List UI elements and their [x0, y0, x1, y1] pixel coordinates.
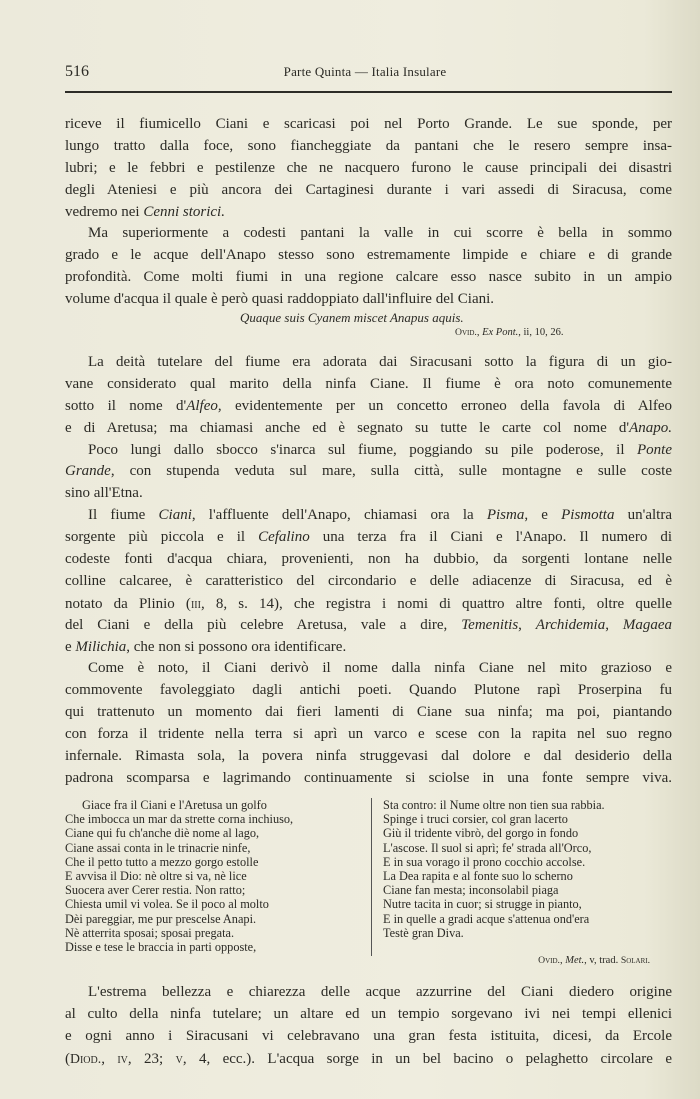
text-run: codeste fonti d'acqua chiara, provenienti, non ha dubbio, da sorgenti lontane nelle — [65, 551, 672, 568]
text-run: e di Aretusa; ma chiamasi anche ed è segnato su tutte le carte col nome d' — [65, 419, 630, 436]
italic-run: Pisma — [486, 507, 525, 524]
cite-work: Ex Pont. — [482, 327, 519, 338]
text-run: profondità. Come molti fiumi in una regione calcare esso nasce subito in un ampio — [65, 269, 672, 286]
text-run: lungo tratto dalla foce, sono fiancheggiate da pantani che le resero sempre insa- — [65, 137, 672, 154]
text-run: Come è noto, il Ciani derivò il nome dalla ninfa Ciane nel mito grazioso e — [88, 660, 672, 677]
italic-run: Archidemia — [535, 616, 606, 633]
text-run: sotto il nome d' — [65, 397, 187, 414]
text-line — [65, 658, 672, 680]
text-run: riceve il fiumicello Ciani e scaricasi poi nel Porto Grande. Le sue sponde, per — [65, 116, 672, 132]
text-run: Ma superiormente a codesti pantani la valle in cui scorre è bella in sommo — [88, 225, 672, 242]
verse-line: E in sua vorago il prono cocchio accolse. — [383, 854, 586, 869]
verse-line: E in quelle a gradi acque s'attenua ond'era — [383, 911, 590, 926]
verse-line: Disse e tese le braccia in parti opposte, — [65, 940, 257, 955]
text-run: , — [518, 616, 536, 633]
text-line — [65, 396, 672, 418]
text-line — [65, 505, 672, 527]
text-run: , 4, ecc.). L'acqua sorge in un bel bacino o pelaghetto circolare e — [182, 1050, 672, 1067]
text-line — [65, 571, 672, 593]
italic-run: Temenitis — [461, 616, 519, 633]
verse-line: Nutre tacita in cuor; si strugge in pianto, — [383, 897, 582, 912]
text-line — [65, 615, 672, 637]
text-block-middle — [65, 352, 672, 790]
text-run: , 23; — [127, 1050, 176, 1067]
italic-run: Cenni storici. — [143, 203, 225, 220]
text-line — [65, 527, 672, 549]
text-run: sorgente più piccola e il — [65, 529, 259, 546]
text-run: Il fiume — [88, 507, 159, 524]
cite-work: Met. — [565, 955, 585, 966]
text-run: ( — [65, 1050, 70, 1067]
verse-line: Chiesta umil vi volea. Se il poco al molto — [65, 897, 269, 912]
verse-line: Spinge i truci corsier, col gran lacerto — [383, 812, 568, 827]
text-run: , l'affluente dell'Anapo, chiamasi ora la — [191, 507, 487, 524]
text-line — [65, 267, 672, 289]
text-run: del Ciani e della più celebre Aretusa, vale a dire, — [65, 616, 462, 633]
text-run: , che non si possono ora identificare. — [126, 638, 347, 655]
verse-citation: Ovid., Met., v, trad. Solari. — [538, 955, 650, 966]
verse-line: Sta contro: il Nume oltre non tien sua rabbia. — [383, 798, 605, 812]
text-line — [65, 180, 672, 202]
small-caps-run: iii — [190, 595, 201, 611]
text-line — [65, 245, 672, 267]
text-line — [65, 1004, 672, 1026]
italic-run: Pismotta — [561, 507, 615, 524]
text-run: , evidentemente per un concetto erroneo della favola di Alfeo — [217, 397, 672, 414]
text-run: , con stupenda veduta sul mare, sulla città, sulle montagne e sulle coste — [110, 463, 672, 480]
italic-run: Anapo. — [629, 419, 672, 436]
paragraph — [65, 223, 672, 311]
text-run: , 8, s. 14), che registra i nomi di quattro altre fonti, oltre quelle — [200, 595, 672, 612]
italic-run: Ponte — [637, 441, 672, 458]
text-line — [65, 702, 672, 724]
paragraph — [65, 440, 672, 506]
verse-line: La Dea rapita e al fonte suo lo scherno — [383, 869, 573, 884]
text-run: un'altra — [614, 507, 672, 524]
text-line — [65, 374, 672, 396]
text-run: vane considerato qual marito della ninfa Ciane. Il fiume è ora noto comunemente — [65, 375, 672, 392]
paragraph — [65, 352, 672, 440]
text-run: al culto della ninfa tutelare; un altare ed un tempio sorgevano ivi nei tempi ellenici — [65, 1005, 672, 1022]
verse-divider — [371, 798, 372, 956]
text-run: lubri; e le febbri e pestilenze che ne nacquero furono le cause principali dei disastri — [65, 159, 672, 176]
text-line — [65, 202, 672, 224]
text-line — [65, 352, 672, 374]
verse-line: L'ascose. Il suol si aprì; fe' strada all'Orco, — [383, 840, 592, 855]
text-line — [65, 982, 672, 1004]
verse-line: Nè atterrita sposai; sposai pregata. — [65, 925, 235, 940]
verse-line: Giù il tridente vibrò, del gorgo in fondo — [383, 826, 579, 841]
verse-line: Giace fra il Ciani e l'Aretusa un golfo — [82, 798, 267, 812]
text-run: , — [101, 1050, 118, 1067]
paragraph — [65, 658, 672, 789]
text-line — [65, 1026, 672, 1048]
text-run: colline calcaree, è caratteristico del circondario e delle adiacenze di Siracusa, ed è — [65, 572, 672, 589]
text-run: , — [605, 616, 623, 633]
verse-line: E avvisa il Dio: nè oltre si va, nè lice — [65, 869, 247, 884]
text-run: con forza il tridente nella terra si aprì un varco e scese con la rapita nel suo regno — [65, 726, 672, 743]
text-line — [65, 1048, 672, 1070]
text-run: notato da Plinio ( — [65, 595, 191, 612]
text-line — [65, 418, 672, 440]
text-run: Poco lungi dallo sbocco s'inarca sul fiume, poggiando su pile poderose, il — [88, 441, 637, 458]
verse-line: Suocera aver Cerer restia. Non ratto; — [65, 883, 246, 898]
text-run: e ogni anno i Siracusani vi celebravano una gran festa istituita, dicesi, da Ercole — [65, 1027, 672, 1044]
verse-line: Che imbocca un mar da strette corna inchiuso, — [65, 812, 294, 827]
verse-line: Testè gran Diva. — [383, 925, 464, 940]
latin-quote: Quaque suis Cyanem miscet Anapus aquis. — [240, 310, 464, 325]
running-head: Parte Quinta — Italia Insulare — [283, 64, 447, 79]
verse-line: Ciane qui fu ch'anche diè nome al lago, — [65, 826, 260, 841]
italic-run: Grande — [65, 463, 111, 480]
text-block-bottom — [65, 982, 672, 1070]
small-caps-run: v — [175, 1050, 183, 1066]
verse-line: Dèi pareggiar, me pur prescelse Anapi. — [65, 911, 257, 926]
italic-run: Magaea — [622, 616, 672, 633]
text-run: una terza fra il Ciani e l'Anapo. Il numero di — [309, 529, 672, 546]
text-run: La deità tutelare del fiume era adorata dai Siracusani sotto la figura di un gio- — [88, 354, 672, 370]
text-line — [65, 223, 672, 245]
text-run: L'estrema bellezza e chiarezza delle acque azzurrine del Ciani diedero origine — [88, 984, 672, 1000]
text-run: infernale. Rimasta sola, la povera ninfa struggevasi dal dolore e dal desiderio della — [65, 748, 672, 765]
header-rule — [65, 91, 672, 93]
text-run: qui trattenuto un momento dai fieri lamenti di Ciane sua ninfa; ma poi, piantando — [65, 704, 672, 721]
small-caps-run: Diod. — [70, 1050, 102, 1066]
text-line — [65, 136, 672, 158]
text-line — [65, 114, 672, 136]
text-line — [65, 461, 672, 483]
text-line — [65, 768, 672, 790]
text-run: volume d'acqua il quale è però quasi raddoppiato dall'influire del Ciani. — [65, 291, 495, 308]
text-run: , e — [524, 507, 562, 524]
text-line — [65, 637, 672, 659]
italic-run: Alfeo — [186, 397, 218, 414]
text-run: degli Ateniesi e più ancora dei Cartaginesi durante i vari assedi di Siracusa, come — [65, 181, 672, 198]
text-run: padrona scomparsa e lagrimando continuamente si sciolse in una fonte sempre viva. — [65, 769, 672, 786]
cite-author: Ovid. — [455, 327, 477, 338]
verse-line: Che il petto tutto a mezzo gorgo estolle — [65, 854, 259, 869]
text-run: e — [65, 638, 76, 655]
small-caps-run: iv — [117, 1050, 128, 1066]
cite-ref: , v, trad. — [584, 955, 621, 966]
text-run: commovente favoleggiato dagli antichi poeti. Quando Plutone rapì Proserpina fu — [65, 682, 672, 699]
paragraph — [65, 114, 672, 223]
paragraph — [65, 505, 672, 658]
text-line — [65, 680, 672, 702]
cite-ref: , ii, 10, 26. — [518, 327, 564, 338]
page-number: 516 — [65, 63, 89, 80]
text-run: vedremo nei — [65, 203, 144, 220]
verse-column-right — [383, 798, 673, 940]
paragraph — [65, 982, 672, 1070]
text-line — [65, 549, 672, 571]
quote-citation: Ovid., Ex Pont., ii, 10, 26. — [455, 327, 564, 338]
text-run: grado e le acque dell'Anapo stesso sono estremamente limpide e chiare e di grande — [65, 247, 672, 264]
italic-run: Ciani — [158, 507, 192, 524]
text-line — [65, 724, 672, 746]
cite-author: Ovid. — [538, 955, 560, 966]
text-line — [65, 593, 672, 615]
italic-run: Milichia — [75, 638, 127, 655]
text-line — [65, 440, 672, 462]
text-line — [65, 158, 672, 180]
text-line — [65, 289, 672, 311]
verse-line: Ciane assai conta in le trinacrie ninfe, — [65, 840, 251, 855]
verse-line: Ciane fan mesta; inconsolabil piaga — [383, 883, 559, 898]
text-run: sino all'Etna. — [65, 485, 143, 502]
text-line — [65, 746, 672, 768]
cite-translator: Solari. — [620, 955, 650, 966]
verse-column-left — [65, 798, 365, 954]
italic-run: Cefalino — [258, 529, 310, 546]
text-line — [65, 483, 672, 505]
text-block-top — [65, 114, 672, 311]
